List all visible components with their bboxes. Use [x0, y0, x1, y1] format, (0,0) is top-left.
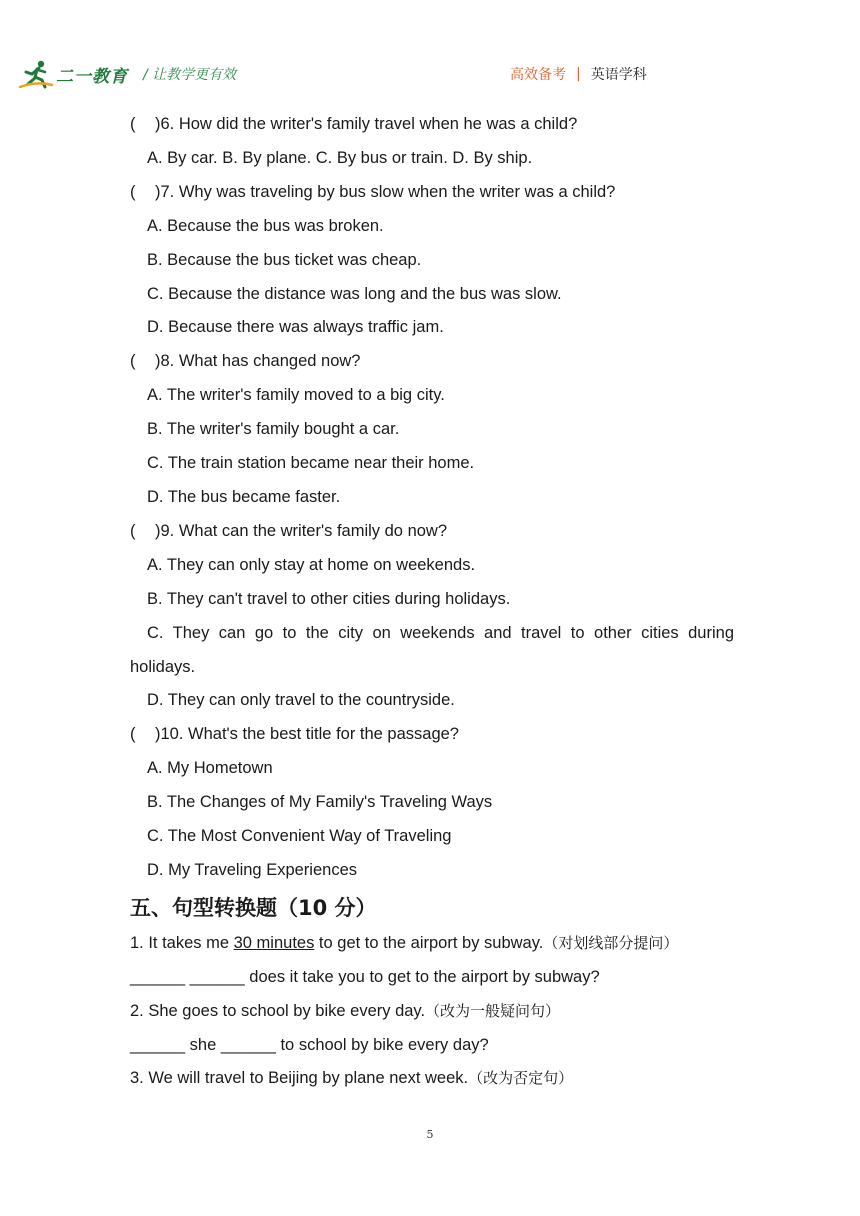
instruction-note: （对划线部分提问） [543, 933, 679, 952]
option-d: D. The bus became faster. [147, 487, 341, 506]
underlined-phrase: 30 minutes [233, 933, 315, 952]
sentence-prefix: 1. It takes me [130, 933, 234, 952]
answer-line-1: ______ ______ does it take you to get to the airport by subway? [130, 967, 600, 986]
question-text: )10. What's the best title for the passage? [155, 725, 459, 744]
answer-bracket: ( [130, 725, 136, 744]
answer-line-2: ______ she ______ to school by bike every day? [130, 1035, 489, 1054]
answer-bracket: ( [130, 521, 136, 540]
option-b: B. Because the bus ticket was cheap. [147, 250, 422, 269]
option-line: A. By car. B. By plane. C. By bus or train. D. By ship. [147, 148, 533, 167]
answer-bracket: ( [130, 352, 136, 371]
question-text: )7. Why was traveling by bus slow when the writer was a child? [155, 182, 616, 201]
transform-item-3 [130, 1062, 734, 1096]
option-c: C. The train station became near their home. [147, 454, 475, 473]
answer-bracket: ( [130, 115, 136, 133]
question-text: )9. What can the writer's family do now? [155, 521, 448, 540]
logo [18, 58, 128, 90]
document-body [130, 108, 734, 1096]
option-c: C. They can go to the city on weekends and travel to other cities during [147, 623, 734, 642]
option-d: D. My Traveling Experiences [147, 860, 357, 879]
option-c-continuation: holidays. [130, 657, 196, 676]
question-text: )8. What has changed now? [155, 352, 361, 371]
answer-bracket: ( [130, 182, 136, 201]
option-b: B. The writer's family bought a car. [147, 420, 400, 439]
header-separator: | [576, 66, 581, 82]
question-text: )6. How did the writer's family travel when he was a child? [155, 115, 578, 133]
exam-label: 高效备考 [510, 67, 566, 83]
sentence: 3. We will travel to Beijing by plane next week. [130, 1069, 469, 1088]
question-6 [130, 108, 734, 142]
logo-text: 二一教育 [56, 66, 128, 87]
option-c: C. The Most Convenient Way of Traveling [147, 827, 452, 846]
slogan: / 让教学更有效 [143, 67, 237, 83]
question-7 [130, 176, 734, 210]
question-9 [130, 515, 734, 549]
option-a: A. They can only stay at home on weekends. [147, 555, 476, 574]
question-8 [130, 345, 734, 379]
option-d: D. Because there was always traffic jam. [147, 318, 444, 337]
runner-logo-icon [18, 59, 54, 89]
option-a: A. My Hometown [147, 759, 273, 778]
instruction-note: （改为否定句） [468, 1069, 574, 1088]
option-d: D. They can only travel to the countryside. [147, 691, 455, 710]
section-title: 五、句型转换题（10 分） [130, 895, 377, 920]
question-10 [130, 718, 734, 752]
sentence-suffix: to get to the airport by subway. [314, 933, 544, 952]
header-right [510, 64, 647, 84]
sentence: 2. She goes to school by bike every day. [130, 1001, 426, 1020]
option-b: B. They can't travel to other cities during holidays. [147, 589, 511, 608]
page-header [0, 0, 860, 100]
option-a: A. Because the bus was broken. [147, 216, 384, 235]
transform-item-1 [130, 927, 734, 961]
subject-label: 英语学科 [590, 67, 647, 83]
option-b: B. The Changes of My Family's Traveling Ways [147, 793, 493, 812]
page-number: 5 [426, 1128, 434, 1141]
option-c: C. Because the distance was long and the bus was slow. [147, 284, 562, 303]
transform-item-2 [130, 995, 734, 1029]
option-a: A. The writer's family moved to a big city. [147, 386, 445, 405]
instruction-note: （改为一般疑问句） [425, 1001, 561, 1020]
